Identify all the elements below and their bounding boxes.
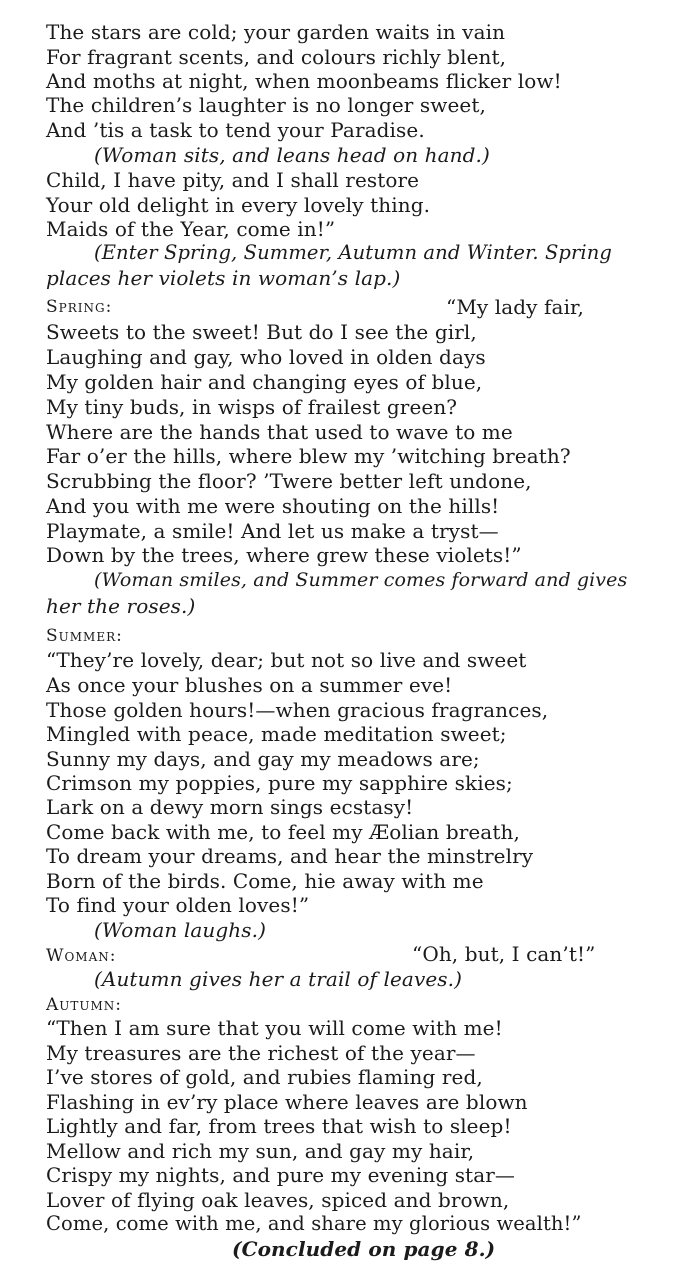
verse-line: And you with me were shouting on the hills! [46,494,500,518]
verse-line: Laughing and gay, who loved in olden days [46,345,486,369]
verse-line: Child, I have pity, and I shall restore [46,168,420,192]
speaker-label-woman: Woman: [46,946,117,966]
stage-direction: places her violets in woman’s lap.) [46,266,401,290]
verse-line: “Oh, but, I can’t!” [412,942,596,966]
verse-line: I’ve stores of gold, and rubies flaming red, [46,1065,483,1089]
verse-line: Crimson my poppies, pure my sapphire skies; [46,771,513,795]
speaker-label-summer: Summer: [46,626,123,646]
verse-line: Far o’er the hills, where blew my ’witching breath? [46,444,571,468]
verse-line: As once your blushes on a summer eve! [46,673,453,697]
verse-line: Lightly and far, from trees that wish to sleep! [46,1114,512,1138]
verse-line: And moths at night, when moonbeams flicker low! [46,69,562,93]
stage-direction: (Woman laughs.) [94,918,266,942]
stage-direction: (Woman smiles, and Summer comes forward and gives [94,569,628,591]
stage-direction: (Enter Spring, Summer, Autumn and Winter. Spring [94,241,612,264]
verse-line: “My lady fair, [446,295,584,319]
verse-line: Where are the hands that used to wave to me [46,420,513,444]
verse-line: Lark on a dewy morn sings ecstasy! [46,795,414,819]
verse-line: Scrubbing the floor? ’Twere better left undone, [46,469,532,493]
verse-line: Come back with me, to feel my Æolian breath, [46,820,520,844]
speaker-label-autumn: Autumn: [46,995,123,1015]
verse-line: Playmate, a smile! And let us make a tryst— [46,519,499,543]
verse-line: Your old delight in every lovely thing. [46,193,431,217]
verse-line: Flashing in ev’ry place where leaves are blown [46,1090,528,1114]
speaker-label-spring: Spring: [46,297,113,317]
verse-line: To find your olden loves!” [46,893,310,917]
verse-line: Maids of the Year, come in!” [46,217,336,241]
verse-line: My treasures are the richest of the year— [46,1041,476,1065]
stage-direction: (Woman sits, and leans head on hand.) [94,143,490,167]
verse-line: Those golden hours!—when gracious fragrances, [46,698,549,722]
verse-line: “They’re lovely, dear; but not so live and sweet [46,648,527,672]
verse-line: Sunny my days, and gay my meadows are; [46,747,480,771]
stage-direction: (Autumn gives her a trail of leaves.) [94,967,463,991]
verse-line: The stars are cold; your garden waits in vain [46,20,506,44]
verse-line: Sweets to the sweet! But do I see the girl, [46,320,477,344]
verse-line: The children’s laughter is no longer sweet, [46,93,486,117]
verse-line: For fragrant scents, and colours richly blent, [46,45,507,69]
continuation-note: (Concluded on page 8.) [232,1237,496,1261]
verse-line: “Then I am sure that you will come with me! [46,1016,503,1040]
verse-line: My tiny buds, in wisps of frailest green? [46,395,458,419]
stage-direction: her the roses.) [46,594,196,618]
verse-line: To dream your dreams, and hear the minstrelry [46,844,534,868]
verse-line: Come, come with me, and share my glorious wealth!” [46,1212,582,1235]
verse-line: Born of the birds. Come, hie away with me [46,869,484,893]
verse-line: My golden hair and changing eyes of blue, [46,370,483,394]
verse-line: Mingled with peace, made meditation sweet; [46,722,507,746]
verse-line: And ’tis a task to tend your Paradise. [46,118,425,142]
verse-line: Lover of flying oak leaves, spiced and brown, [46,1188,510,1212]
verse-line: Mellow and rich my sun, and gay my hair, [46,1139,475,1163]
verse-line: Crispy my nights, and pure my evening star— [46,1163,515,1187]
verse-line: Down by the trees, where grew these violets!” [46,543,522,567]
